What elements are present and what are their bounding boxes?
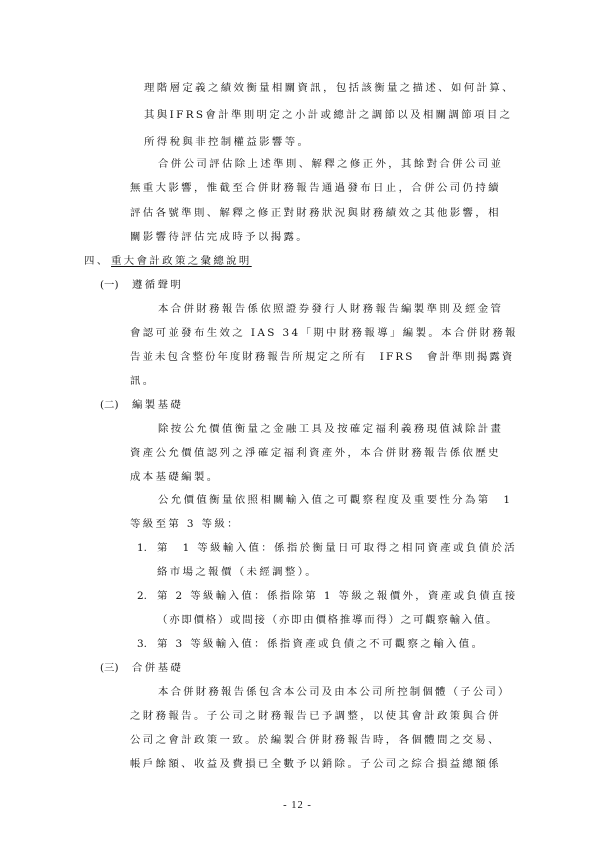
sub1-line-1: 本合併財務報告係依照證券發行人財務報告編製準則及經金管 <box>158 303 504 315</box>
list-item-3-number: 3. <box>137 638 147 650</box>
sub2-title: 編製基礎 <box>132 399 184 411</box>
sub2-line-5: 等級至第 3 等級： <box>130 518 240 530</box>
sub3-line-1: 本合併財務報告係包含本公司及由本公司所控制個體（子公司） <box>158 686 511 698</box>
list-item-1-number: 1. <box>137 542 147 554</box>
sub2-line-4: 公允價值衡量依照相關輸入值之可觀察程度及重要性分為第 1 <box>158 494 513 506</box>
list-item-2-line-1: 第 2 等級輸入值：係指除第 1 等級之報價外，資產或負債直接 <box>157 590 518 602</box>
list-item-1-line-2: 絡市場之報價（未經調整）。 <box>157 566 319 578</box>
para2-line-2: 無重大影響，惟截至合併財務報告通過發布日止，合併公司仍持續 <box>130 182 501 194</box>
sub3-line-3: 公司之會計政策一致。於編製合併財務報告時，各個體間之交易、 <box>130 734 501 746</box>
sub2-line-3: 成本基礎編製。 <box>130 471 220 483</box>
sub2-number: (二) <box>100 399 119 411</box>
sub1-title: 遵循聲明 <box>132 279 184 291</box>
section-4-number: 四、 <box>84 255 110 267</box>
list-item-3-line-1: 第 3 等級輸入值：係指資產或負債之不可觀察之輸入值。 <box>157 638 485 650</box>
para2-line-4: 關影響待評估完成時予以揭露。 <box>130 231 310 243</box>
page-number: - 12 - <box>283 800 312 811</box>
sub1-line-3: 告並未包含整份年度財務報告所規定之所有 IFRS 會計準則揭露資 <box>130 351 515 363</box>
para1-line-3: 所得稅與非控制權益影響等。 <box>144 136 311 148</box>
sub1-number: (一) <box>100 279 119 291</box>
sub1-line-2: 會認可並發布生效之 IAS 34「期中財務報導」編製。本合併財務報 <box>130 327 518 339</box>
sub3-line-2: 之財務報告。子公司之財務報告已予調整，以使其會計政策與合併 <box>130 710 501 722</box>
sub3-line-4: 帳戶餘額、收益及費損已全數予以銷除。子公司之綜合損益總額係 <box>130 758 501 770</box>
list-item-2-line-2: （亦即價格）或間接（亦即由價格推導而得）之可觀察輸入值。 <box>157 614 499 626</box>
list-item-1-line-1: 第 1 等級輸入值：係指於衡量日可取得之相同資產或負債於活 <box>157 542 518 554</box>
sub1-line-4: 訊。 <box>130 375 156 387</box>
section-4-title: 重大會計政策之彙總說明 <box>111 255 252 267</box>
sub3-number: (三) <box>100 662 119 674</box>
list-item-2-number: 2. <box>137 590 147 602</box>
para1-line-1: 理階層定義之績效衡量相關資訊，包括該衡量之描述、如何計算、 <box>144 82 515 94</box>
para1-line-2: 其與IFRS會計準則明定之小計或總計之調節以及相關調節項目之 <box>144 109 513 121</box>
para2-line-1: 合併公司評估除上述準則、解釋之修正外，其餘對合併公司並 <box>158 158 504 170</box>
sub2-line-1: 除按公允價值衡量之金融工具及按確定福利義務現值減除計畫 <box>158 423 504 435</box>
para2-line-3: 評估各號準則、解釋之修正對財務狀況與財務績效之其他影響，相 <box>130 207 501 219</box>
sub2-line-2: 資產公允價值認列之淨確定福利資產外，本合併財務報告係依歷史 <box>130 447 501 459</box>
sub3-title: 合併基礎 <box>132 662 184 674</box>
